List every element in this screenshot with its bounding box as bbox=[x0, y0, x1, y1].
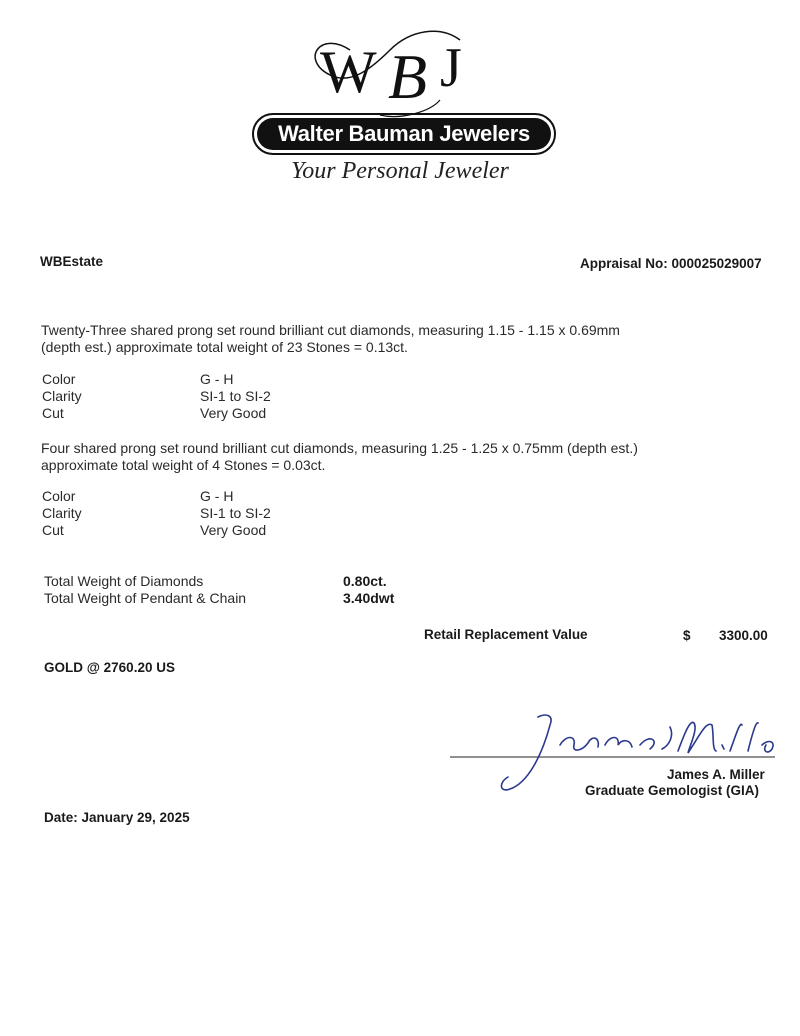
appraisal-date: Date: January 29, 2025 bbox=[44, 810, 190, 825]
description-line: Four shared prong set round brilliant cut diamonds, measuring 1.25 - 1.25 x 0.75mm (depth est.) bbox=[41, 440, 638, 456]
appraisal-number-label: Appraisal No: bbox=[580, 256, 668, 271]
total-pendant-value: 3.40dwt bbox=[343, 590, 395, 606]
spec-value: SI-1 to SI-2 bbox=[200, 388, 271, 404]
retail-value-amount: 3300.00 bbox=[719, 628, 768, 643]
description-line: (depth est.) approximate total weight of 23 Stones = 0.13ct. bbox=[41, 339, 408, 355]
spec-label: Cut bbox=[42, 522, 64, 538]
spec-label: Cut bbox=[42, 405, 64, 421]
monogram-b: B bbox=[388, 41, 428, 112]
total-pendant-label: Total Weight of Pendant & Chain bbox=[44, 590, 247, 606]
stone-group-1-specs bbox=[42, 371, 442, 422]
retail-value-label: Retail Replacement Value bbox=[424, 627, 588, 642]
description-line: approximate total weight of 4 Stones = 0.03ct. bbox=[41, 457, 326, 473]
gold-price: GOLD @ 2760.20 US bbox=[44, 660, 175, 675]
spec-label: Color bbox=[42, 488, 76, 504]
brand-name-badge bbox=[252, 113, 556, 155]
appraiser-name: James A. Miller bbox=[667, 767, 765, 782]
spec-label: Clarity bbox=[42, 388, 82, 404]
appraisal-number bbox=[580, 256, 762, 271]
stone-group-2-specs bbox=[42, 488, 442, 539]
appraisal-number-value: 000025029007 bbox=[671, 256, 762, 271]
spec-value: G - H bbox=[200, 488, 234, 504]
spec-row-clarity bbox=[42, 388, 442, 405]
spec-value: G - H bbox=[200, 371, 234, 387]
brand-name: Walter Bauman Jewelers bbox=[257, 118, 551, 150]
spec-value: Very Good bbox=[200, 522, 267, 538]
monogram-w: W bbox=[320, 39, 377, 105]
description-line: Twenty-Three shared prong set round brilliant cut diamonds, measuring 1.15 - 1.15 x 0.69mm bbox=[41, 322, 620, 338]
spec-row-cut bbox=[42, 405, 442, 422]
brand-tagline: Your Personal Jeweler bbox=[291, 158, 509, 184]
total-diamonds-value: 0.80ct. bbox=[343, 573, 387, 589]
currency-symbol: $ bbox=[683, 628, 691, 643]
wbj-monogram-logo bbox=[290, 20, 510, 120]
spec-row-cut bbox=[42, 522, 442, 539]
spec-label: Color bbox=[42, 371, 76, 387]
monogram-j: J bbox=[440, 37, 462, 99]
stone-group-2-description bbox=[41, 440, 771, 474]
stone-group-1-description bbox=[41, 322, 761, 356]
spec-value: Very Good bbox=[200, 405, 267, 421]
spec-row-clarity bbox=[42, 505, 442, 522]
spec-row-color bbox=[42, 371, 442, 388]
spec-value: SI-1 to SI-2 bbox=[200, 505, 271, 521]
spec-label: Clarity bbox=[42, 505, 82, 521]
total-diamonds-label: Total Weight of Diamonds bbox=[44, 573, 204, 589]
appraiser-title: Graduate Gemologist (GIA) bbox=[585, 783, 760, 798]
source-label: WBEstate bbox=[40, 254, 104, 269]
spec-row-color bbox=[42, 488, 442, 505]
